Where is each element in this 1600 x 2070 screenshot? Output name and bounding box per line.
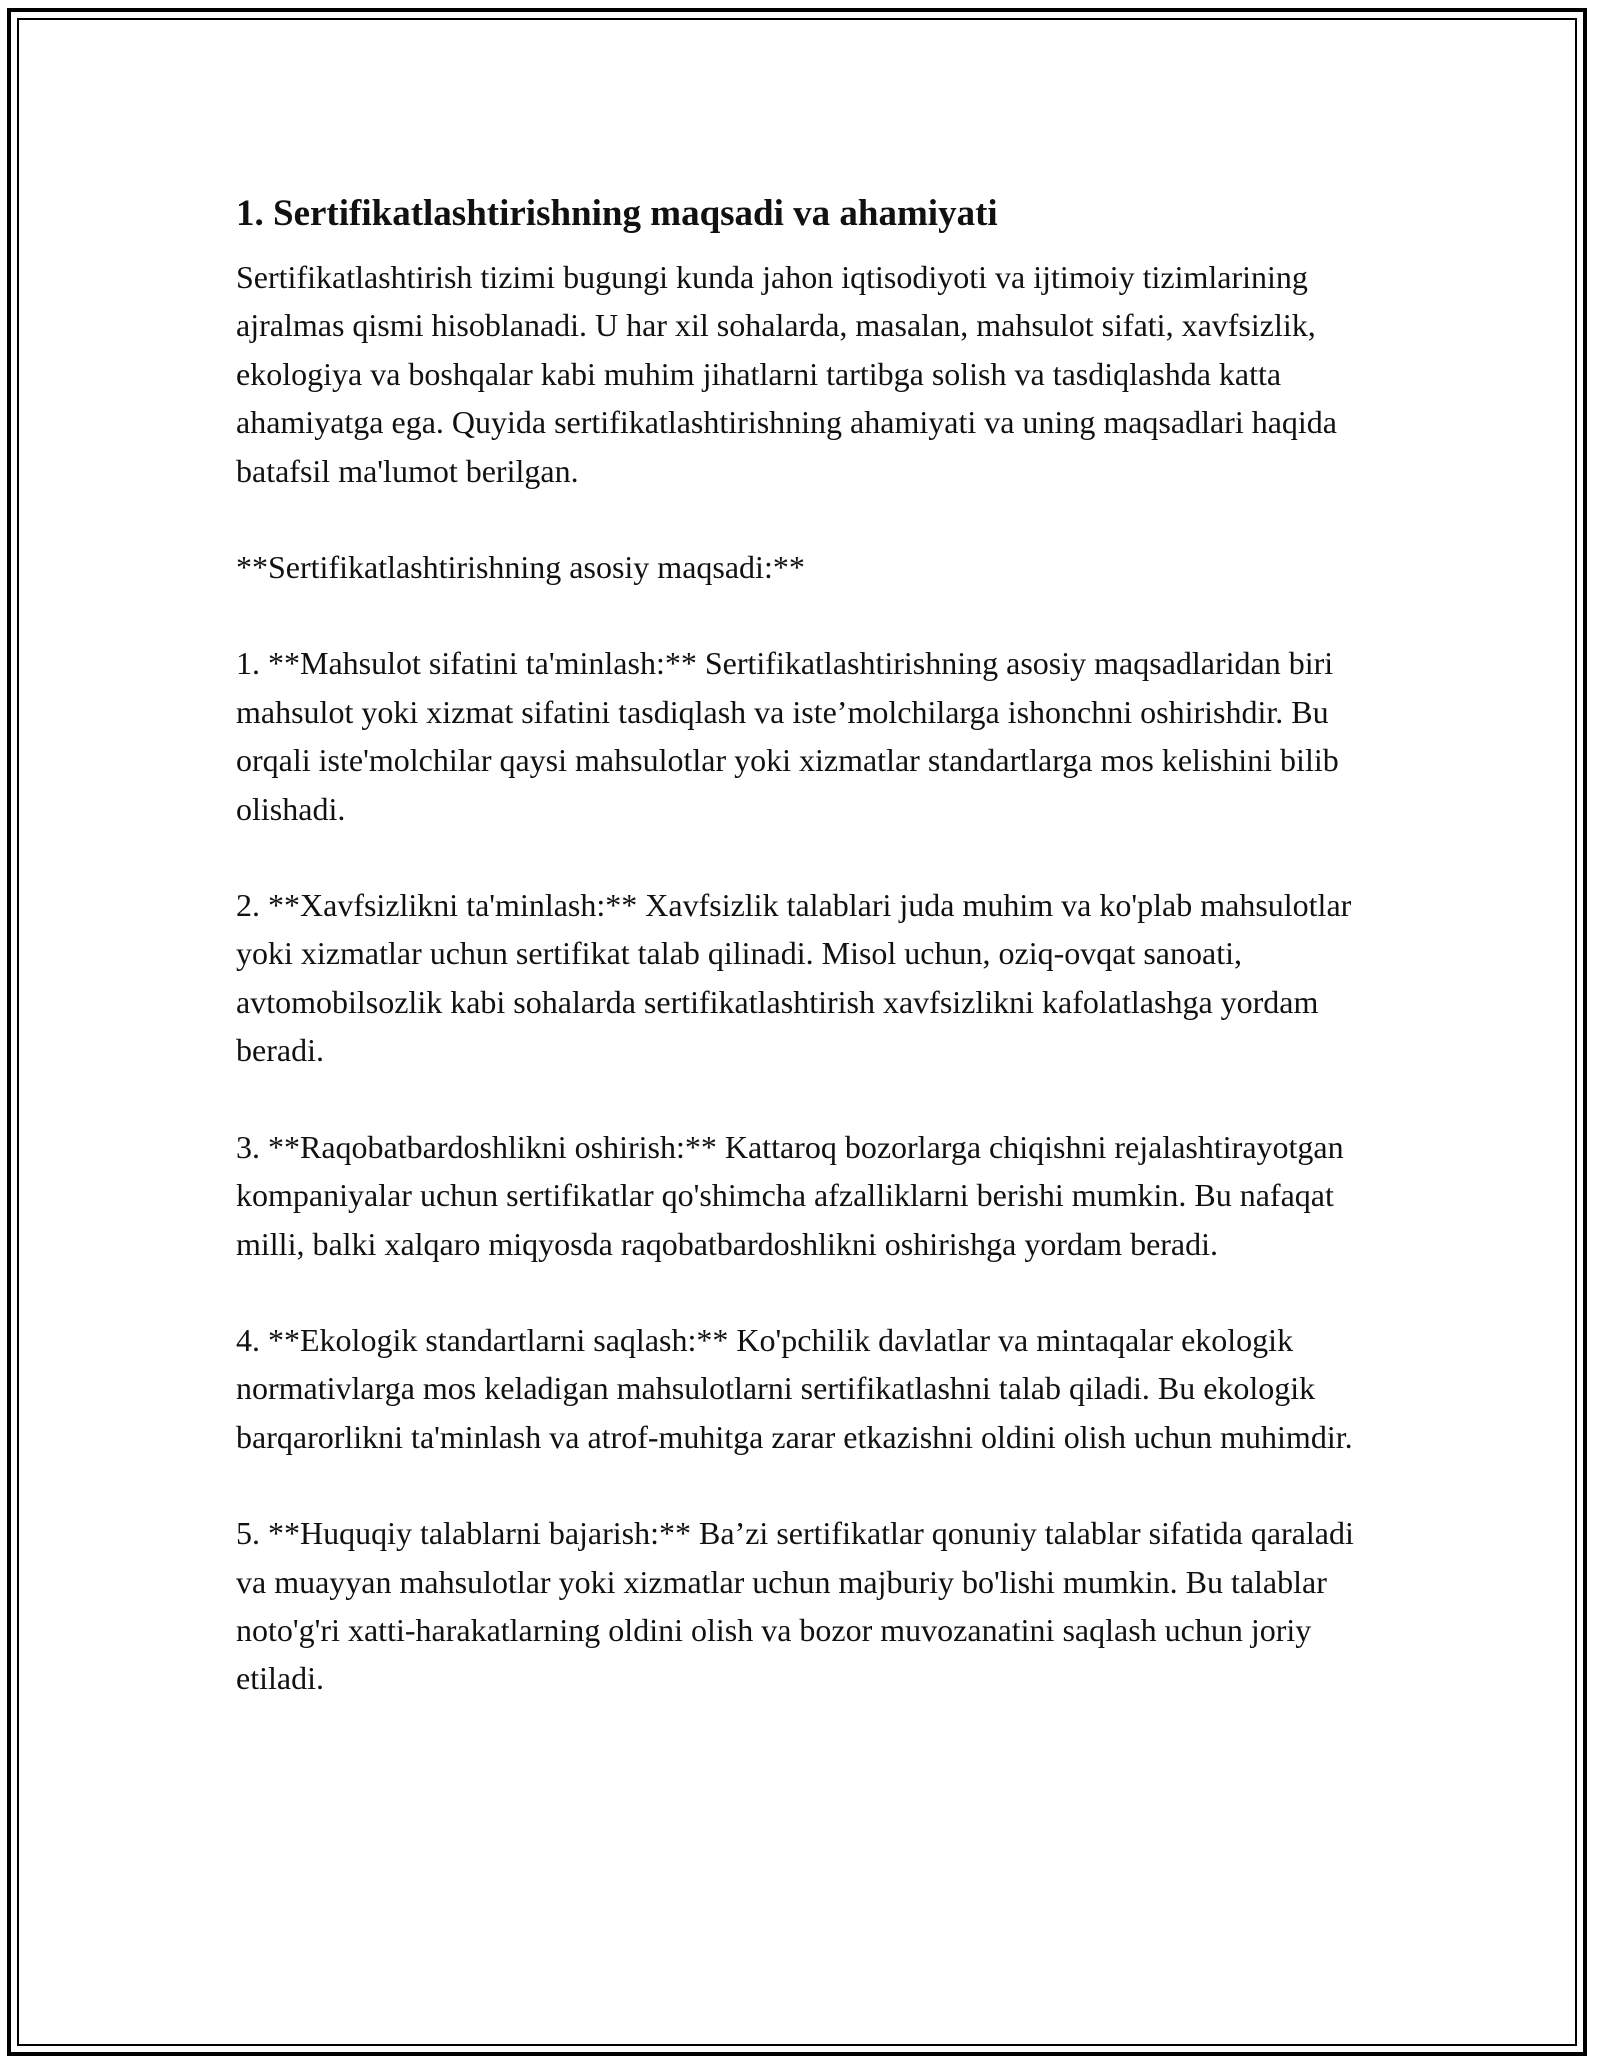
list-item-1: 1. **Mahsulot sifatini ta'minlash:** Sertifikatlashtirishning asosiy maqsadlaridan biri mahsulot yoki xizmat sifatini tasdiqlash va iste’molchilarga ishonchni oshirishdir. Bu orqali iste'molchilar qaysi mahsulotlar yoki xizmatlar standartlarga mos kelishini bilib olishadi.	[236, 645, 1339, 827]
list-item-5: 5. **Huquqiy talablarni bajarish:** Ba’zi sertifikatlar qonuniy talablar sifatida qaraladi va muayyan mahsulotlar yoki xizmatlar uchun majburiy bo'lishi mumkin. Bu talablar noto'g'ri xatti-harakatlarning oldini olish va bozor muvozanatini saqlash uchun joriy etiladi.	[236, 1515, 1354, 1697]
document-title: 1. Sertifikatlashtirishning maqsadi va ahamiyati	[236, 193, 998, 234]
section-heading: **Sertifikatlashtirishning asosiy maqsadi:**	[236, 549, 805, 586]
list-item-2: 2. **Xavfsizlikni ta'minlash:** Xavfsizlik talablari juda muhim va ko'plab mahsulotlar yoki xizmatlar uchun sertifikat talab qilinadi. Misol uchun, oziq-ovqat sanoati, avtomobilsozlik kabi sohalarda sertifikatlashtirish xavfsizlikni kafolatlashga yordam beradi.	[236, 887, 1352, 1069]
document-body	[236, 186, 1376, 1703]
list-item-3: 3. **Raqobatbardoshlikni oshirish:** Kattaroq bozorlarga chiqishni rejalashtirayotgan kompaniyalar uchun sertifikatlar qo'shimcha afzalliklarni berishi mumkin. Bu nafaqat milli, balki xalqaro miqyosda raqobatbardoshlikni oshirishga yordam beradi.	[236, 1128, 1344, 1262]
list-item-4: 4. **Ekologik standartlarni saqlash:** Ko'pchilik davlatlar va mintaqalar ekologik normativlarga mos keladigan mahsulotlarni sertifikatlashni talab qiladi. Bu ekologik barqarorlikni ta'minlash va atrof-muhitga zarar etkazishni oldini olish uchun muhimdir.	[236, 1321, 1353, 1455]
intro-paragraph: Sertifikatlashtirish tizimi bugungi kunda jahon iqtisodiyoti va ijtimoiy tizimlarining ajralmas qismi hisoblanadi. U har xil sohalarda, masalan, mahsulot sifati, xavfsizlik, ekologiya va boshqalar kabi muhim jihatlarni tartibga solish va tasdiqlashda katta ahamiyatga ega. Quyida sertifikatlashtirishning ahamiyati va uning maqsadlari haqida batafsil ma'lumot berilgan.	[236, 259, 1337, 489]
